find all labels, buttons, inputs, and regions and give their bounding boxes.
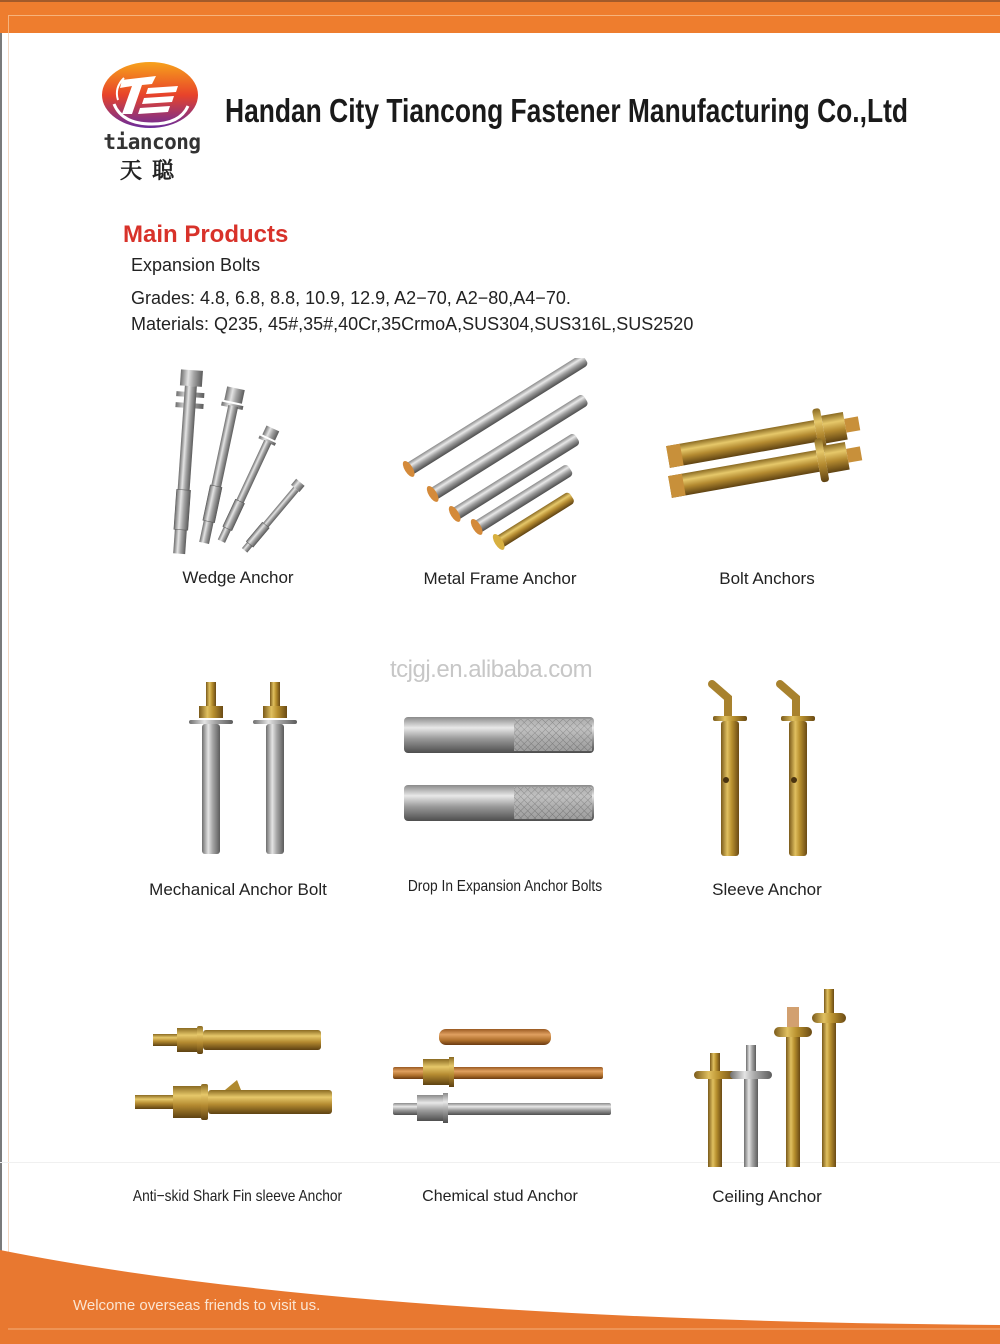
product-label-shark-fin-anchor: Anti−skid Shark Fin sleeve Anchor <box>132 1188 343 1205</box>
product-image-metal-frame-anchor <box>395 358 605 558</box>
materials-text: Materials: Q235, 45#,35#,40Cr,35CrmoA,SUS304,SUS316L,SUS2520 <box>131 314 694 334</box>
grades-text: Grades: 4.8, 6.8, 8.8, 10.9, 12.9, A2−70, A2−80,A4−70. <box>131 288 571 308</box>
watermark: tcjgj.en.alibaba.com <box>390 656 593 683</box>
product-label-drop-in-anchor: Drop In Expansion Anchor Bolts <box>407 878 603 895</box>
section-title: Main Products <box>123 221 289 248</box>
page-frame-line <box>8 33 9 1283</box>
product-label-bolt-anchors: Bolt Anchors <box>719 569 815 588</box>
company-name: Handan City Tiancong Fastener Manufacturing Co.,Ltd <box>225 92 909 129</box>
product-image-ceiling-anchor <box>692 985 852 1170</box>
company-logo <box>92 58 212 183</box>
logo-text-en: tiancong <box>103 130 201 154</box>
product-image-chemical-stud-anchor <box>393 1025 618 1125</box>
product-image-bolt-anchors <box>662 395 882 515</box>
top-banner <box>0 0 1000 33</box>
product-label-chemical-stud-anchor: Chemical stud Anchor <box>422 1188 578 1205</box>
page-edge <box>0 0 2 1344</box>
product-category: Expansion Bolts <box>131 255 261 275</box>
footer-welcome-text: Welcome overseas friends to visit us. <box>73 1297 321 1314</box>
logo-text-cn: 天聪 <box>119 159 184 184</box>
product-image-wedge-anchor <box>160 360 320 560</box>
product-image-shark-fin-anchor <box>135 1018 345 1138</box>
product-label-wedge-anchor: Wedge Anchor <box>182 568 294 587</box>
product-label-ceiling-anchor: Ceiling Anchor <box>712 1187 822 1206</box>
product-label-metal-frame-anchor: Metal Frame Anchor <box>423 569 577 588</box>
banner-frame-vline <box>8 15 9 35</box>
product-label-mechanical-anchor-bolt: Mechanical Anchor Bolt <box>149 880 327 899</box>
product-image-sleeve-anchor <box>700 680 840 860</box>
product-image-mechanical-anchor-bolt <box>180 680 310 860</box>
product-image-drop-in-anchor <box>404 715 599 825</box>
product-label-sleeve-anchor: Sleeve Anchor <box>712 880 822 899</box>
banner-frame-line <box>8 15 1000 16</box>
tiancong-logo-icon <box>92 58 212 133</box>
